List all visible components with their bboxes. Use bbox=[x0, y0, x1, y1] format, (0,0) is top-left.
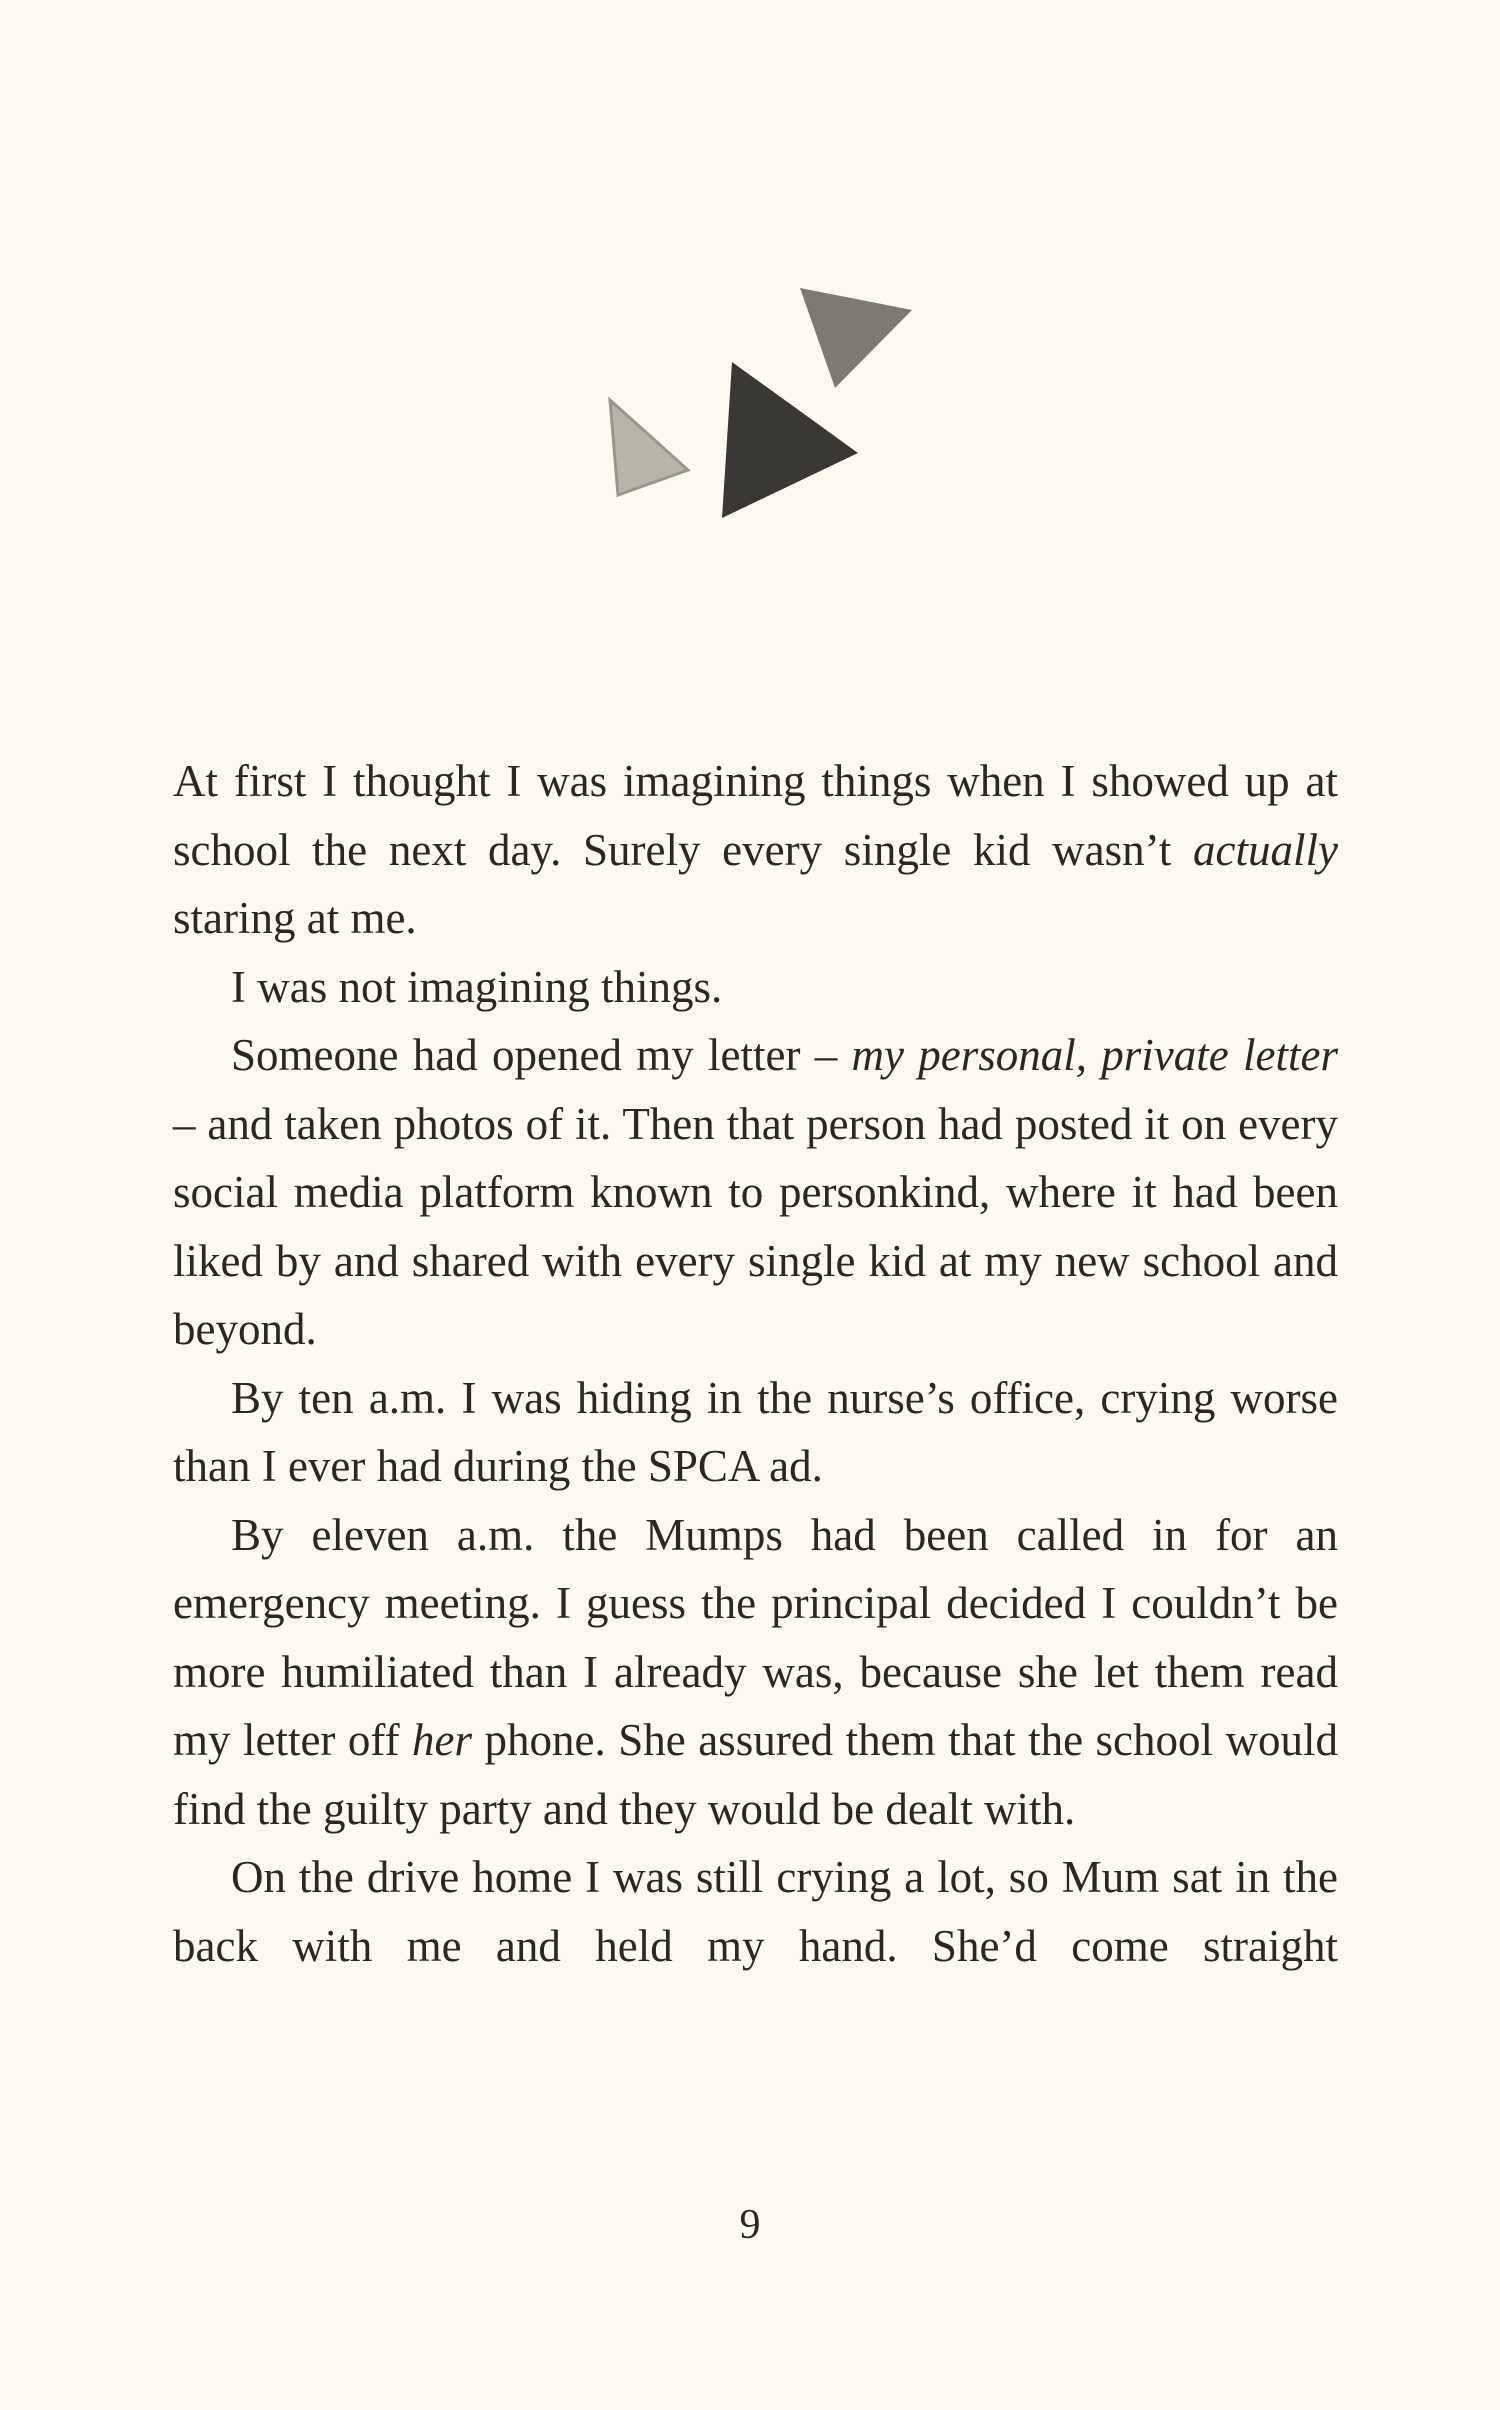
paragraph: Someone had opened my letter – my personal, private letter – and taken photos of it. Then that person had posted it on every social media platform known to personkind, where it had been liked by and shared with every single kid at my new school and beyond. bbox=[173, 1030, 1338, 1354]
paragraph: On the drive home I was still crying a lot, so Mum sat in the back with me and held my hand. She’d come straight bbox=[173, 1852, 1338, 1971]
light-triangle-icon bbox=[610, 400, 688, 495]
paragraph: By eleven a.m. the Mumps had been called in for an emergency meeting. I guess the principal decided I couldn’t be more humiliated than I already was, because she let them read my letter off her phone. She assured them that the school would find the guilty party and they would be dealt with. bbox=[173, 1509, 1338, 1834]
page-number: 9 bbox=[739, 2202, 761, 2248]
body-text bbox=[173, 747, 1338, 1980]
triangles-ornament-icon bbox=[590, 270, 920, 540]
paragraph: I was not imagining things. bbox=[231, 961, 723, 1012]
paragraph: At first I thought I was imagining things when I showed up at school the next day. Surely every single kid wasn’t actually staring at me. bbox=[173, 756, 1338, 943]
dark-triangle-icon bbox=[722, 362, 858, 518]
medium-triangle-icon bbox=[800, 288, 912, 388]
paragraph: By ten a.m. I was hiding in the nurse’s office, crying worse than I ever had during the SPCA ad. bbox=[173, 1372, 1338, 1491]
